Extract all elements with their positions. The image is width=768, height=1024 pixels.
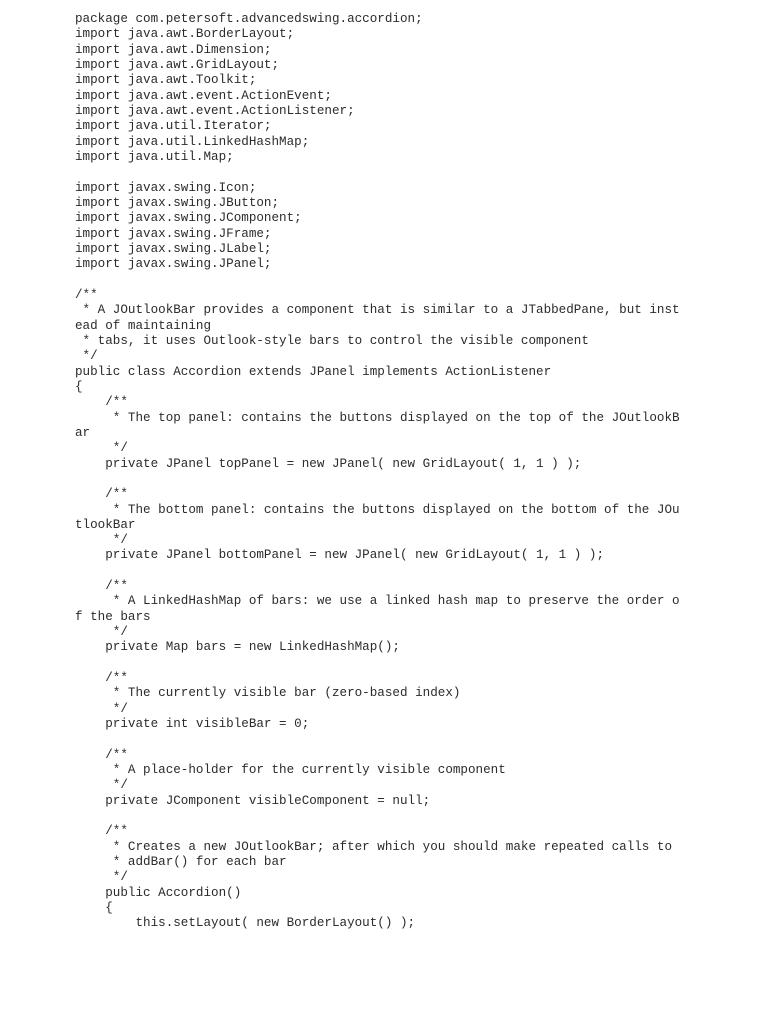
code-line: import java.awt.GridLayout; (75, 57, 280, 72)
code-line (75, 656, 680, 671)
code-line: /** (75, 671, 128, 686)
code-line: * The currently visible bar (zero-based index) (75, 686, 461, 701)
code-line: tlookBar (75, 517, 136, 532)
code-line: */ (75, 870, 128, 885)
code-line: */ (75, 778, 128, 793)
code-line: import java.util.Map; (75, 149, 234, 164)
code-line: import javax.swing.JFrame; (75, 226, 272, 241)
code-line: /** (75, 747, 128, 762)
code-line (75, 564, 680, 579)
code-line: /** (75, 579, 128, 594)
code-line: * A place-holder for the currently visible component (75, 763, 506, 778)
code-line: /** (75, 287, 98, 302)
code-line: import java.awt.event.ActionEvent; (75, 88, 332, 103)
code-line (75, 732, 680, 747)
code-line: * A JOutlookBar provides a component that is similar to a JTabbedPane, but inst (75, 303, 680, 318)
source-code-block (75, 12, 680, 932)
code-line: import javax.swing.Icon; (75, 180, 257, 195)
code-line: * The bottom panel: contains the buttons displayed on the bottom of the JOu (75, 502, 680, 517)
code-line: import javax.swing.JButton; (75, 195, 280, 210)
code-line: f the bars (75, 609, 151, 624)
code-line: private Map bars = new LinkedHashMap(); (75, 640, 400, 655)
code-line (75, 165, 680, 180)
code-line: /** (75, 824, 128, 839)
code-line: * tabs, it uses Outlook-style bars to control the visible component (75, 333, 589, 348)
code-line: */ (75, 701, 128, 716)
code-line: /** (75, 395, 128, 410)
code-line: package com.petersoft.advancedswing.accordion; (75, 12, 423, 26)
code-line: public Accordion() (75, 885, 242, 900)
code-line: import java.awt.event.ActionListener; (75, 103, 355, 118)
code-line: public class Accordion extends JPanel implements ActionListener (75, 364, 552, 379)
code-line: { (75, 901, 113, 916)
code-line (75, 809, 680, 824)
code-line: ar (75, 425, 91, 440)
code-line: * A LinkedHashMap of bars: we use a linked hash map to preserve the order o (75, 594, 680, 609)
code-line: private JPanel topPanel = new JPanel( new GridLayout( 1, 1 ) ); (75, 456, 582, 471)
code-line: import java.util.Iterator; (75, 119, 272, 134)
code-line: private JPanel bottomPanel = new JPanel( new GridLayout( 1, 1 ) ); (75, 548, 605, 563)
code-line: ead of maintaining (75, 318, 212, 333)
code-line: import java.util.LinkedHashMap; (75, 134, 310, 149)
code-line: import java.awt.Dimension; (75, 42, 272, 57)
code-line: */ (75, 625, 128, 640)
code-line: import javax.swing.JComponent; (75, 211, 302, 226)
code-line: import javax.swing.JLabel; (75, 241, 272, 256)
code-line: import java.awt.Toolkit; (75, 73, 257, 88)
code-line: private JComponent visibleComponent = null; (75, 793, 431, 808)
code-line: */ (75, 533, 128, 548)
code-line: import java.awt.BorderLayout; (75, 27, 295, 42)
code-line (75, 273, 680, 288)
code-line: * The top panel: contains the buttons displayed on the top of the JOutlookB (75, 410, 680, 425)
code-line: import javax.swing.JPanel; (75, 257, 272, 272)
code-line: * addBar() for each bar (75, 855, 287, 870)
code-line: /** (75, 487, 128, 502)
code-line: */ (75, 349, 98, 364)
code-line: private int visibleBar = 0; (75, 717, 310, 732)
code-line: * Creates a new JOutlookBar; after which you should make repeated calls to (75, 839, 673, 854)
code-line: this.setLayout( new BorderLayout() ); (75, 916, 416, 931)
code-line (75, 472, 680, 487)
code-line: { (75, 379, 83, 394)
code-line: */ (75, 441, 128, 456)
